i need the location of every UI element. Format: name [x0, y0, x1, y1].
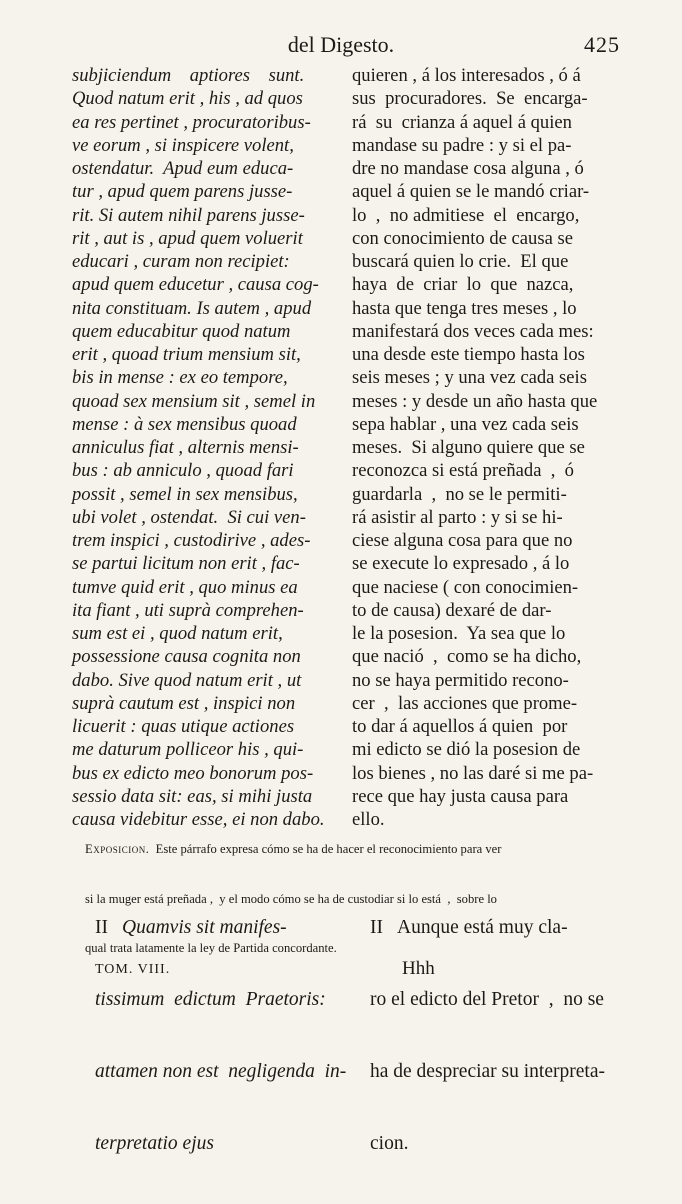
section-spanish-line-1 [370, 916, 625, 940]
latin-line-10: apud quem educetur , causa cog- [72, 274, 319, 296]
note-label: Exposicion. [85, 842, 150, 856]
spanish-text-column [352, 64, 622, 831]
spanish-line-18: reconozca si está preñada , ó [352, 460, 574, 482]
spanish-line-32: rece que hay justa causa para [352, 785, 569, 807]
latin-line-21: trem inspici , custodirive , ades- [72, 530, 311, 551]
running-head [0, 30, 682, 62]
latin-line-7: rit. Si autem nihil parens jusse- [72, 204, 305, 226]
note-line-1-text: Este párrafo expresa cómo se ha de hacer el reconocimiento para ver [149, 842, 502, 856]
note-line-1 [85, 841, 620, 858]
latin-line-6: tur , apud quem parens jusse- [72, 181, 293, 203]
spanish-line-4: mandase su padre : y si el pa- [352, 134, 572, 156]
spanish-line-22: se execute lo expresado , á lo [352, 553, 570, 575]
latin-line-11: nita constituam. Is autem , apud [72, 297, 312, 319]
latin-line-14: bis in mense : ex eo tempore, [72, 367, 288, 389]
latin-line-12: quem educabitur quod natum [72, 320, 291, 342]
spanish-line-10: haya de criar lo que nazca, [352, 274, 574, 296]
spanish-line-26: que nació , como se ha dicho, [352, 646, 582, 668]
page-number: 425 [584, 32, 620, 57]
section-latin-line-4: terpretatio ejus [95, 1133, 214, 1154]
spanish-line-24: to de causa) dexaré de dar- [352, 599, 552, 621]
spanish-line-15: meses : y desde un año hasta que [352, 390, 598, 412]
section-number-spanish: II [370, 917, 383, 938]
latin-line-8: rit , aut is , apud quem voluerit [72, 227, 303, 249]
latin-line-3: ea res pertinet , procuratoribus- [72, 111, 311, 133]
spanish-line-19: guardarla , no se le permiti- [352, 483, 567, 505]
spanish-line-27: no se haya permitido recono- [352, 669, 569, 691]
section-spanish [370, 868, 625, 1204]
latin-line-23: tumve quid erit , quo minus ea [72, 576, 298, 598]
spanish-line-8: con conocimiento de causa se [352, 227, 573, 249]
latin-line-20: ubi volet , ostendat. Si cui ven- [72, 506, 306, 528]
latin-line-9: educari , curam non recipiet: [72, 251, 290, 272]
latin-line-22: se partui licitum non erit , fac- [72, 553, 300, 575]
section-spanish-line-1-text: Aunque está muy cla- [397, 917, 568, 938]
note-line-2: si la muger está preñada , y el modo cómo se ha de custodiar si lo está , sobre lo [85, 891, 497, 906]
spanish-line-25: le la posesion. Ya sea que lo [352, 623, 566, 644]
volume-label: TOM. VIII. [95, 962, 171, 977]
latin-line-2: Quod natum erit , his , ad quos [72, 88, 303, 110]
latin-line-27: dabo. Sive quod natum erit , ut [72, 669, 302, 691]
spanish-line-16: sepa hablar , una vez cada seis [352, 413, 579, 435]
spanish-line-23: que naciese ( con conocimien- [352, 576, 579, 598]
latin-line-28: suprà cautum est , inspici non [72, 692, 296, 714]
latin-line-32: sessio data sit: eas, si mihi justa [72, 785, 313, 807]
latin-line-26: possessione causa cognita non [72, 646, 301, 668]
section-latin-line-1 [95, 916, 350, 940]
spanish-line-17: meses. Si alguno quiere que se [352, 437, 585, 458]
running-title: del Digesto. [287, 32, 395, 57]
spanish-line-30: mi edicto se dió la posesion de [352, 739, 581, 761]
spanish-line-13: una desde este tiempo hasta los [352, 344, 585, 365]
section-latin-line-1-text: Quamvis sit manifes- [122, 917, 287, 938]
latin-line-15: quoad sex mensium sit , semel in [72, 390, 316, 412]
latin-line-25: sum est ei , quod natum erit, [72, 623, 283, 644]
section-latin-line-3: attamen non est negligenda in- [95, 1061, 347, 1082]
latin-line-18: bus : ab anniculo , quoad fari [72, 460, 294, 482]
spanish-line-5: dre no mandase cosa alguna , ó [352, 158, 584, 179]
latin-line-31: bus ex edicto meo bonorum pos- [72, 762, 314, 784]
spanish-line-3: rá su crianza á aquel á quien [352, 111, 572, 133]
spanish-line-21: ciese alguna cosa para que no [352, 530, 573, 551]
spanish-line-29: to dar á aquellos á quien por [352, 716, 568, 737]
latin-line-13: erit , quoad trium mensium sit, [72, 344, 301, 365]
latin-line-33: causa videbitur esse, ei non dabo. [72, 809, 325, 830]
spanish-line-20: rá asistir al parto : y si se hi- [352, 506, 563, 528]
note-line-3: qual trata latamente la ley de Partida concordante. [85, 941, 337, 955]
spanish-line-14: seis meses ; y una vez cada seis [352, 367, 587, 389]
spanish-line-6: aquel á quien se le mandó criar- [352, 181, 590, 203]
latin-line-4: ve eorum , si inspicere volent, [72, 134, 294, 156]
latin-line-30: me daturum polliceor his , qui- [72, 739, 304, 761]
spanish-line-11: hasta que tenga tres meses , lo [352, 297, 577, 319]
latin-line-5: ostendatur. Apud eum educa- [72, 158, 294, 179]
section-spanish-line-3: ha de despreciar su interpreta- [370, 1061, 605, 1082]
latin-line-16: mense : à sex mensibus quoad [72, 413, 297, 435]
spanish-line-12: manifestará dos veces cada mes: [352, 320, 594, 342]
spanish-line-33: ello. [352, 809, 385, 830]
spanish-line-28: cer , las acciones que prome- [352, 692, 578, 714]
section-spanish-line-2: ro el edicto del Pretor , no se [370, 989, 604, 1010]
latin-line-1: subjiciendum aptiores sunt. [72, 65, 305, 86]
section-latin [95, 868, 350, 1204]
latin-text-column [72, 64, 342, 831]
section-latin-line-2: tissimum edictum Praetoris: [95, 989, 326, 1010]
spanish-line-7: lo , no admitiese el encargo, [352, 204, 580, 226]
latin-line-17: anniculus fiat , alternis mensi- [72, 437, 299, 458]
spanish-line-31: los bienes , no las daré si me pa- [352, 762, 594, 784]
section-spanish-line-4: cion. [370, 1133, 409, 1154]
spanish-line-9: buscará quien lo crie. El que [352, 251, 569, 272]
latin-line-29: licuerit : quas utique actiones [72, 716, 295, 737]
latin-line-19: possit , semel in sex mensibus, [72, 483, 298, 505]
section-number-latin: II [95, 917, 108, 938]
latin-line-24: ita fiant , uti suprà comprehen- [72, 599, 304, 621]
spanish-line-1: quieren , á los interesados , ó á [352, 65, 581, 86]
spanish-line-2: sus procuradores. Se encarga- [352, 88, 588, 110]
signature-mark: Hhh [402, 958, 435, 979]
